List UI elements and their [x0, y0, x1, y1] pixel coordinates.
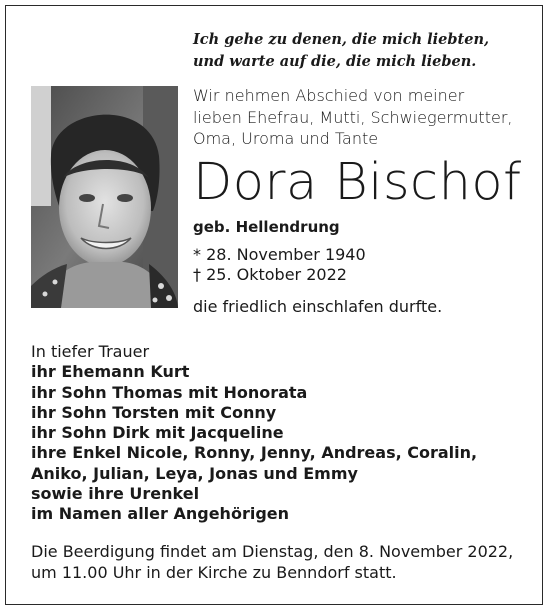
passing-note: die friedlich einschlafen durfte.: [193, 297, 443, 316]
intro-line-1: Wir nehmen Abschied von meiner: [193, 86, 465, 105]
birth-date: * 28. November 1940: [193, 245, 366, 264]
maiden-name: geb. Hellendrung: [193, 218, 340, 236]
quote-line-1: Ich gehe zu denen, die mich liebten,: [193, 31, 490, 48]
memorial-quote: [193, 29, 489, 73]
intro-line-3: Oma, Uroma und Tante: [193, 129, 379, 148]
portrait-photo: [31, 86, 178, 308]
death-date: † 25. Oktober 2022: [193, 265, 347, 284]
deceased-name: Dora Bischof: [193, 153, 522, 212]
quote-line-2: und warte auf die, die mich lieben.: [193, 53, 477, 70]
life-dates: [193, 245, 366, 285]
mourner-line: ihre Enkel Nicole, Ronny, Jenny, Andreas, Coralin,: [31, 443, 478, 463]
mourner-line: im Namen aller Angehörigen: [31, 504, 290, 524]
intro-line-2: lieben Ehefrau, Mutti, Schwiegermutter,: [193, 107, 513, 127]
mourner-line: ihr Ehemann Kurt: [31, 362, 190, 382]
mourner-line: sowie ihre Urenkel: [31, 484, 200, 504]
funeral-line-1: Die Beerdigung findet am Dienstag, den 8. November 2022,: [31, 542, 514, 561]
mourner-line: ihr Sohn Thomas mit Honorata: [31, 382, 308, 402]
farewell-intro: [193, 85, 512, 150]
mourner-line: ihr Sohn Torsten mit Conny: [31, 402, 277, 422]
mourner-line: ihr Sohn Dirk mit Jacqueline: [31, 423, 284, 443]
mourners-lead: In tiefer Trauer: [31, 342, 150, 361]
funeral-line-2: um 11.00 Uhr in der Kirche zu Benndorf statt.: [31, 563, 397, 582]
funeral-details: [31, 541, 513, 583]
mourners-list: [31, 342, 477, 525]
portrait-photo-image: [31, 86, 178, 308]
mourner-line: Aniko, Julian, Leya, Jonas und Emmy: [31, 463, 358, 483]
